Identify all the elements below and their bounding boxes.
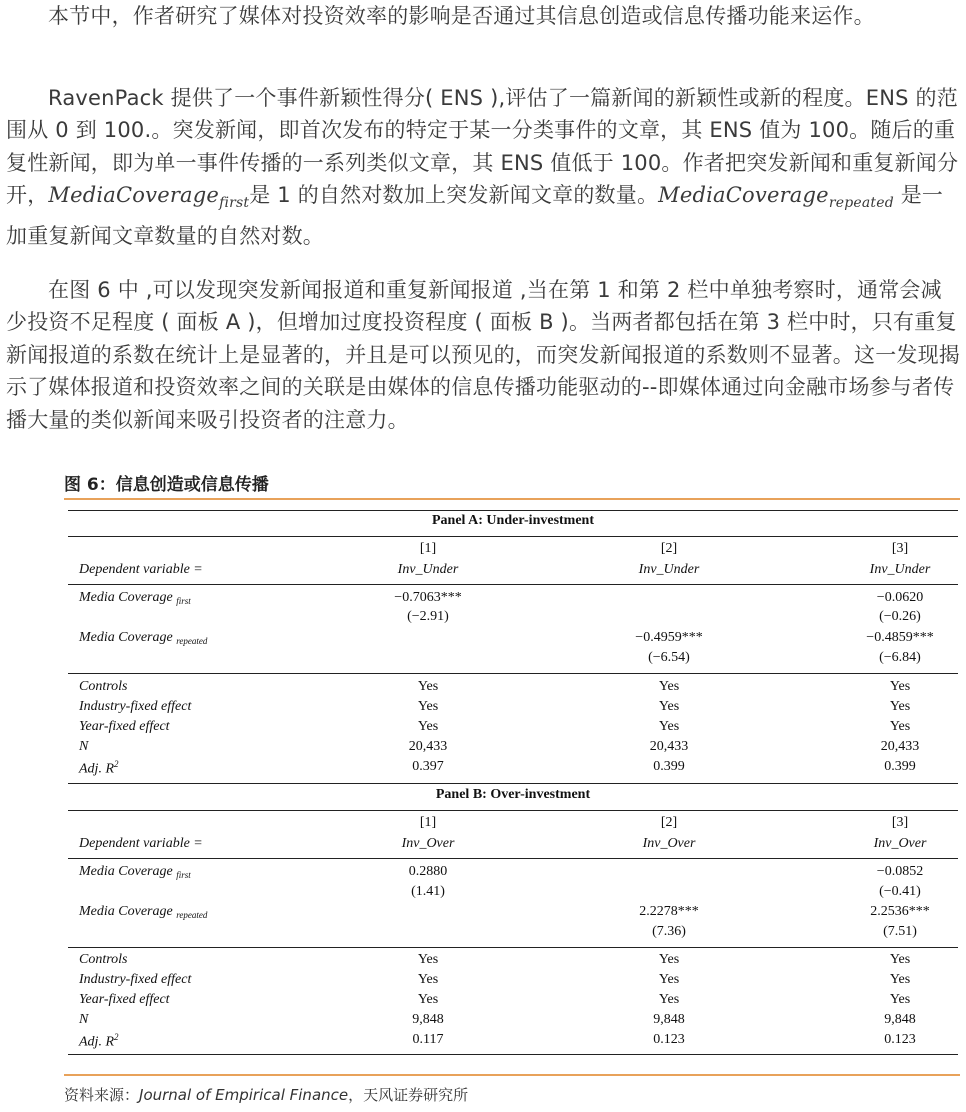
cell-a-year-1: Yes <box>417 719 439 734</box>
row-label-year: Year-fixed effect <box>79 992 170 1007</box>
table-rule <box>68 584 958 585</box>
row-label-adj-r2: Adj. $R^2$ <box>79 759 119 777</box>
cell-a-n-3: 20,433 <box>880 739 920 754</box>
cell-a-rep-t-2: (−6.54) <box>648 650 690 665</box>
cell-b-controls-3: Yes <box>889 952 911 967</box>
cell-a-first-1: −0.7063*** <box>394 590 462 605</box>
cell-b-adjr2-2: 0.123 <box>653 1032 685 1047</box>
cell-a-first-t-3: (−0.26) <box>879 609 921 624</box>
cell-b-first-1: 0.2880 <box>408 864 448 879</box>
row-label-media-repeated: Media Coverage $_{repeated}$ <box>79 630 208 646</box>
cell-b-industry-3: Yes <box>889 972 911 987</box>
cell-a-first-3: −0.0620 <box>876 590 924 605</box>
table-rule <box>68 510 958 511</box>
figure-title: 图 6：信息创造或信息传播 <box>64 475 269 495</box>
cell-a-controls-1: Yes <box>417 679 439 694</box>
dep-var-3: Inv_Over <box>873 836 927 851</box>
figure-source: 资料来源：Journal of Empirical Finance，天风证券研究所 <box>64 1086 469 1104</box>
cell-a-adjr2-2: 0.399 <box>653 759 685 774</box>
table-rule <box>68 1054 958 1055</box>
cell-b-n-3: 9,848 <box>884 1012 916 1027</box>
cell-a-year-2: Yes <box>658 719 680 734</box>
math-media-coverage-repeated: MediaCoverage$_{repeated}$ <box>658 183 894 212</box>
cell-b-rep-t-2: (7.36) <box>652 924 686 939</box>
row-label-adj-r2: Adj. $R^2$ <box>79 1032 119 1050</box>
paragraph-3: 在图 6 中 ,可以发现突发新闻报道和重复新闻报道 ,当在第 1 和第 2 栏中单独考察时，通常会减少投资不足程度 ( 面板 A )，但增加过度投资程度 ( 面板 B )。当两者都包括在第 3 栏中时，只有重复新闻报道的系数在统计上是显著的，并且是可以预见的，而突发新闻报道的系数则不显著。这一发现揭示了媒体报道和投资效率之间的关联是由媒体的信息传播功能驱动的--即媒体通过向金融市场参与者传播大量的类似新闻来吸引投资者的注意力。 <box>6 278 960 432</box>
row-label-controls: Controls <box>79 952 128 967</box>
cell-a-rep-t-3: (−6.84) <box>879 650 921 665</box>
col-header-2: [2] <box>660 541 678 556</box>
cell-a-adjr2-1: 0.397 <box>412 759 444 774</box>
col-header-3: [3] <box>891 815 909 830</box>
table-rule <box>68 783 958 784</box>
cell-b-adjr2-3: 0.123 <box>884 1032 916 1047</box>
cell-b-adjr2-1: 0.117 <box>412 1032 444 1047</box>
col-header-2: [2] <box>660 815 678 830</box>
cell-a-adjr2-3: 0.399 <box>884 759 916 774</box>
cell-b-controls-2: Yes <box>658 952 680 967</box>
table-rule <box>68 673 958 674</box>
cell-b-year-3: Yes <box>889 992 911 1007</box>
cell-a-first-t-1: (−2.91) <box>407 609 449 624</box>
cell-b-first-t-1: (1.41) <box>411 884 445 899</box>
figure-bottom-rule <box>64 1074 960 1076</box>
panel-a-title: Panel A: Under-investment <box>431 513 595 528</box>
cell-b-rep-3: 2.2536*** <box>870 904 930 919</box>
table-rule <box>68 536 958 537</box>
col-header-1: [1] <box>419 541 437 556</box>
dep-var-3: Inv_Under <box>869 562 931 577</box>
dep-var-label: Dependent variable = <box>79 562 203 577</box>
row-label-media-first: Media Coverage $_{first}$ <box>79 590 191 606</box>
math-media-coverage-first: MediaCoverage$_{first}$ <box>48 183 250 212</box>
row-label-n: N <box>79 739 89 754</box>
cell-b-controls-1: Yes <box>417 952 439 967</box>
figure-top-rule <box>64 498 960 500</box>
col-header-3: [3] <box>891 541 909 556</box>
cell-a-n-2: 20,433 <box>649 739 689 754</box>
cell-a-controls-3: Yes <box>889 679 911 694</box>
row-label-industry: Industry-fixed effect <box>79 699 192 714</box>
dep-var-1: Inv_Under <box>397 562 459 577</box>
cell-a-n-1: 20,433 <box>408 739 448 754</box>
table-rule <box>68 947 958 948</box>
cell-b-rep-2: 2.2278*** <box>639 904 699 919</box>
cell-a-rep-2: −0.4959*** <box>635 630 703 645</box>
cell-b-industry-1: Yes <box>417 972 439 987</box>
row-label-year: Year-fixed effect <box>79 719 170 734</box>
dep-var-2: Inv_Over <box>642 836 696 851</box>
table-rule <box>68 858 958 859</box>
cell-a-industry-1: Yes <box>417 699 439 714</box>
table-rule <box>68 810 958 811</box>
row-label-industry: Industry-fixed effect <box>79 972 192 987</box>
row-label-media-repeated: Media Coverage $_{repeated}$ <box>79 904 208 920</box>
cell-a-industry-2: Yes <box>658 699 680 714</box>
row-label-media-first: Media Coverage $_{first}$ <box>79 864 191 880</box>
cell-a-year-3: Yes <box>889 719 911 734</box>
cell-b-year-1: Yes <box>417 992 439 1007</box>
row-label-n: N <box>79 1012 89 1027</box>
cell-b-rep-t-3: (7.51) <box>883 924 917 939</box>
cell-b-first-3: −0.0852 <box>876 864 924 879</box>
cell-b-n-2: 9,848 <box>653 1012 685 1027</box>
paragraph-1: 本节中，作者研究了媒体对投资效率的影响是否通过其信息创造或信息传播功能来运作。 <box>48 4 875 28</box>
cell-a-rep-3: −0.4859*** <box>866 630 934 645</box>
cell-a-controls-2: Yes <box>658 679 680 694</box>
cell-b-first-t-3: (−0.41) <box>879 884 921 899</box>
cell-b-n-1: 9,848 <box>412 1012 444 1027</box>
row-label-controls: Controls <box>79 679 128 694</box>
col-header-1: [1] <box>419 815 437 830</box>
dep-var-1: Inv_Over <box>401 836 455 851</box>
panel-b-title: Panel B: Over-investment <box>435 787 591 802</box>
dep-var-label: Dependent variable = <box>79 836 203 851</box>
cell-b-industry-2: Yes <box>658 972 680 987</box>
cell-a-industry-3: Yes <box>889 699 911 714</box>
dep-var-2: Inv_Under <box>638 562 700 577</box>
cell-b-year-2: Yes <box>658 992 680 1007</box>
paragraph-2: RavenPack 提供了一个事件新颖性得分( ENS ),评估了一篇新闻的新颖性或新的程度。ENS 的范围从 0 到 100.。突发新闻，即首次发布的特定于某一分类事件的文章，其 ENS 值为 100。随后的重复性新闻，即为单一事件传播的一系列类似文章，其 ENS 值低于 100。作者把突发新闻和重复新闻分开，MediaCoverage$_{first}$是 1 的自然对数加上突发新闻文章的数量。MediaCoverage$_{repeated}$ 是一加重复新闻文章数量的自然对数。 <box>6 86 959 248</box>
